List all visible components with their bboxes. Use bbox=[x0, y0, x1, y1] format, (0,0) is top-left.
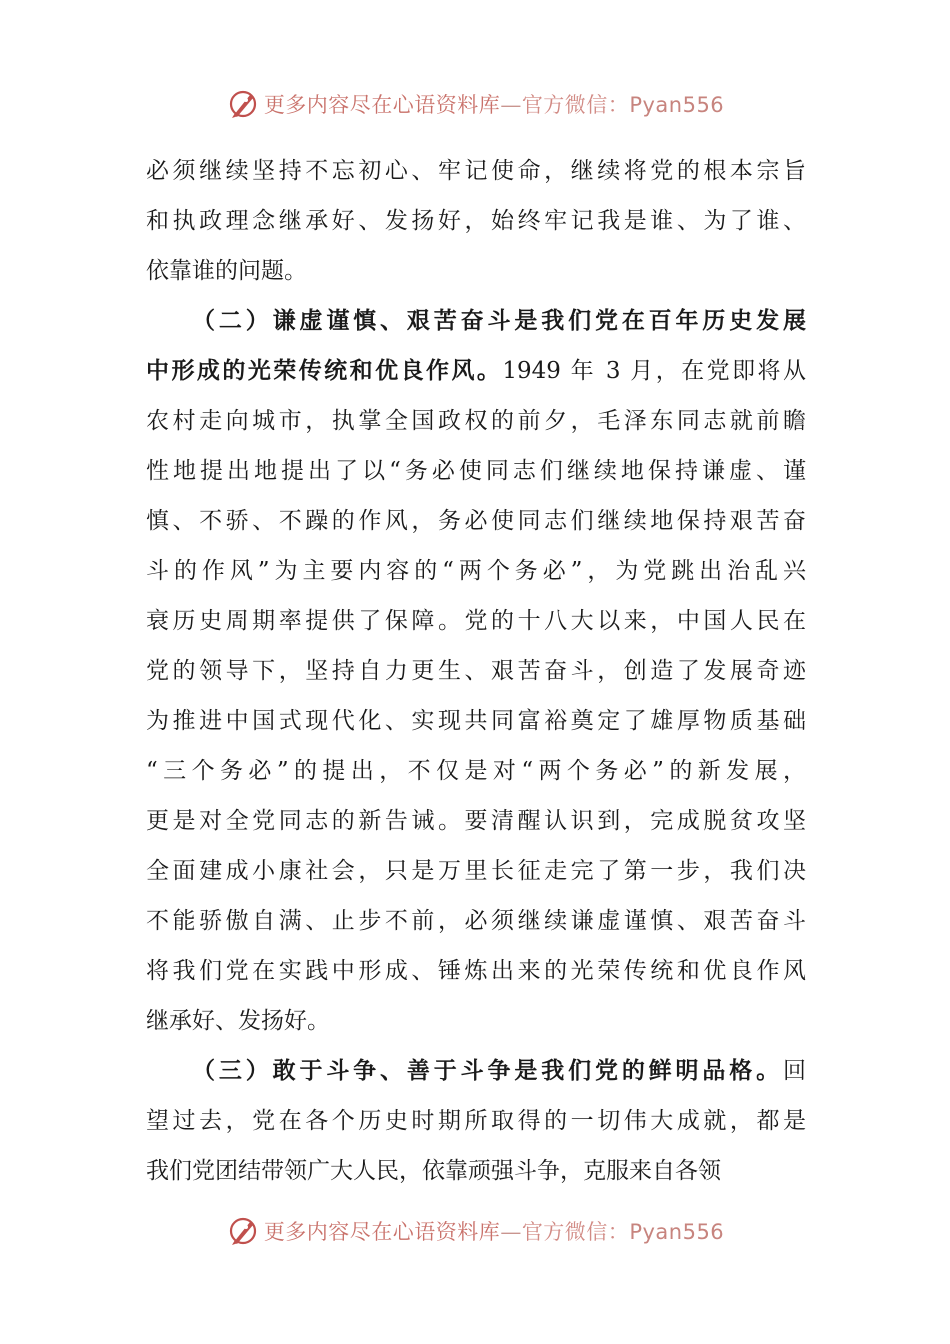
text-line bbox=[146, 946, 806, 996]
pen-logo-icon bbox=[226, 1214, 260, 1248]
body-text: 依靠谁的问题。 bbox=[146, 258, 307, 284]
bold-heading-text: （三）敢于斗争、善于斗争是我们党的鲜明品格。 bbox=[192, 1057, 783, 1084]
body-text: 农村走向城市，执掌全国政权的前夕，毛泽东同志就前瞻 bbox=[146, 408, 806, 434]
text-line bbox=[146, 146, 806, 196]
watermark-label: 官方微信： bbox=[521, 1220, 630, 1244]
watermark-separator: — bbox=[500, 1220, 522, 1244]
watermark-id: Pyan556 bbox=[629, 93, 725, 117]
text-line bbox=[146, 646, 806, 696]
body-text: 望过去，党在各个历史时期所取得的一切伟大成就，都是 bbox=[146, 1108, 806, 1134]
text-line bbox=[146, 846, 806, 896]
text-line bbox=[146, 446, 806, 496]
body-text: 党的领导下，坚持自力更生、艰苦奋斗，创造了发展奇迹 bbox=[146, 658, 806, 684]
watermark-id: Pyan556 bbox=[629, 1220, 725, 1244]
text-line bbox=[146, 246, 806, 296]
watermark-text bbox=[264, 89, 724, 119]
body-text: “三个务必”的提出，不仅是对“两个务必”的新发展， bbox=[146, 758, 806, 784]
body-text: 全面建成小康社会，只是万里长征走完了第一步，我们决 bbox=[146, 858, 806, 884]
text-line bbox=[146, 996, 806, 1046]
text-line bbox=[146, 396, 806, 446]
header-watermark bbox=[0, 84, 950, 124]
text-line bbox=[146, 496, 806, 546]
watermark-main: 更多内容尽在心语资料库 bbox=[263, 93, 501, 117]
body-text: 衰历史周期率提供了保障。党的十八大以来，中国人民在 bbox=[146, 608, 806, 634]
body-text: 慎、不骄、不躁的作风，务必使同志们继续地保持艰苦奋 bbox=[146, 508, 806, 534]
body-text: 必须继续坚持不忘初心、牢记使命，继续将党的根本宗旨 bbox=[146, 158, 806, 184]
watermark-separator: — bbox=[500, 93, 522, 117]
text-line bbox=[146, 196, 806, 246]
text-line bbox=[146, 1046, 806, 1096]
pen-logo-icon bbox=[226, 87, 260, 121]
body-text: 我们党团结带领广大人民，依靠顽强斗争，克服来自各领 bbox=[146, 1158, 721, 1184]
text-line bbox=[146, 596, 806, 646]
text-line bbox=[146, 1096, 806, 1146]
text-line bbox=[146, 746, 806, 796]
watermark-label: 官方微信： bbox=[521, 93, 630, 117]
body-text: 继承好、发扬好。 bbox=[146, 1008, 330, 1034]
text-line bbox=[146, 1146, 806, 1196]
text-line bbox=[146, 546, 806, 596]
body-text: 为推进中国式现代化、实现共同富裕奠定了雄厚物质基础 bbox=[146, 708, 806, 734]
bold-heading-text: 中形成的光荣传统和优良作风。 bbox=[146, 357, 503, 384]
body-text: 更是对全党同志的新告诫。要清醒认识到，完成脱贫攻坚 bbox=[146, 808, 806, 834]
body-text: 性地提出地提出了以“务必使同志们继续地保持谦虚、谨 bbox=[146, 458, 806, 484]
footer-watermark bbox=[0, 1211, 950, 1251]
body-text: 将我们党在实践中形成、锤炼出来的光荣传统和优良作风 bbox=[146, 958, 806, 984]
body-text: 不能骄傲自满、止步不前，必须继续谦虚谨慎、艰苦奋斗 bbox=[146, 908, 806, 934]
body-text: 和执政理念继承好、发扬好，始终牢记我是谁、为了谁、 bbox=[146, 208, 806, 234]
document-body bbox=[146, 146, 806, 1196]
text-line bbox=[146, 896, 806, 946]
text-line bbox=[146, 296, 806, 346]
body-text: 斗的作风”为主要内容的“两个务必”，为党跳出治乱兴 bbox=[146, 558, 806, 584]
body-text: 1949 年 3 月，在党即将从 bbox=[502, 358, 806, 384]
bold-heading-text: （二）谦虚谨慎、艰苦奋斗是我们党在百年历史发展 bbox=[192, 307, 806, 334]
text-line bbox=[146, 796, 806, 846]
watermark-main: 更多内容尽在心语资料库 bbox=[263, 1220, 501, 1244]
text-line bbox=[146, 346, 806, 396]
watermark-text bbox=[264, 1216, 724, 1246]
text-line bbox=[146, 696, 806, 746]
body-text: 回 bbox=[783, 1058, 806, 1084]
